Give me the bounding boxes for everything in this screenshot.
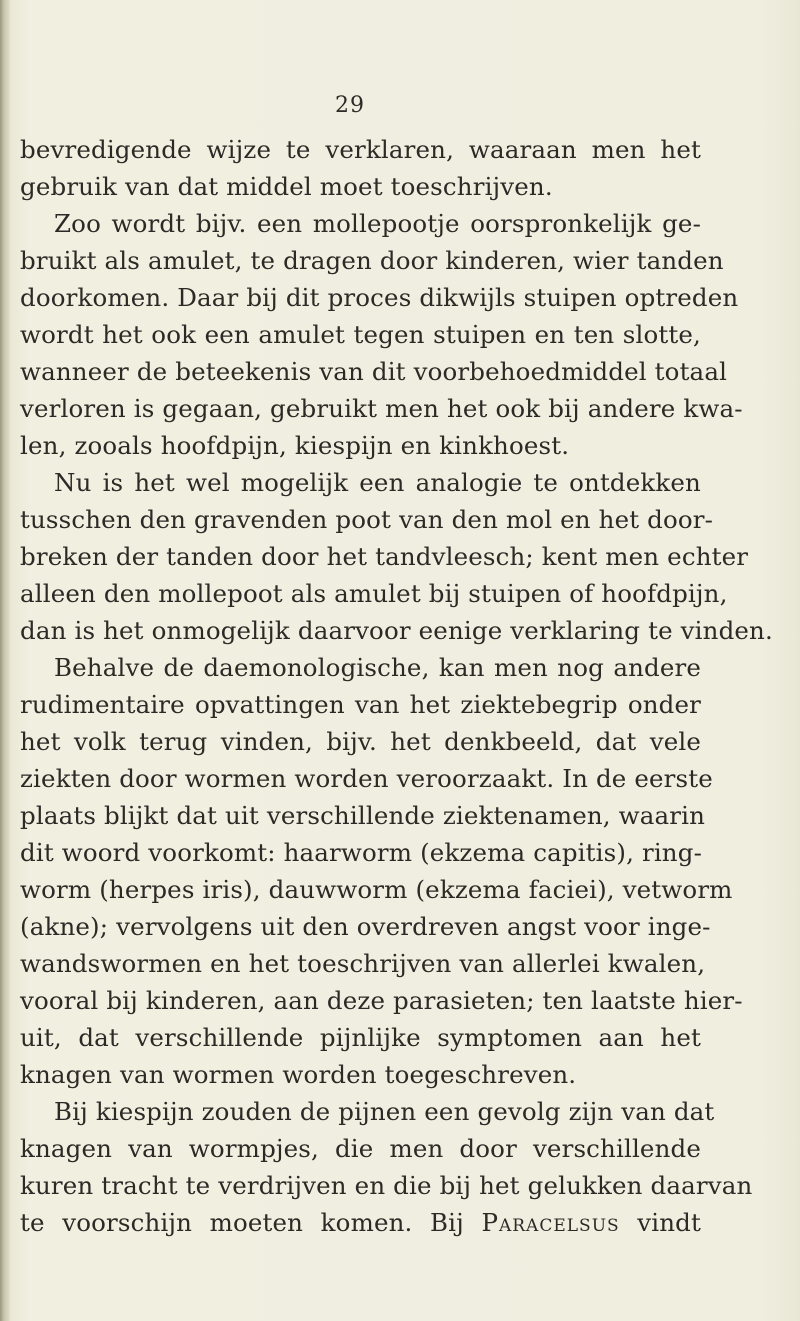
text-fragment: vindt [637, 1208, 701, 1237]
text-line: gebruik van dat middel moet toeschrijven. [20, 172, 553, 201]
text-line: uit, dat verschillende pijnlijke symptomen aan het [20, 1023, 701, 1052]
text-line-final [20, 1204, 701, 1241]
text-line: worm (herpes iris), dauwworm (ekzema faciei), vetworm [20, 875, 733, 904]
text-line: kuren tracht te verdrijven en die bij het gelukken daarvan [20, 1171, 753, 1200]
page-number: 29 [335, 93, 365, 118]
text-line: plaats blijkt dat uit verschillende ziektenamen, waarin [20, 801, 706, 830]
text-line: tusschen den gravenden poot van den mol en het door- [20, 505, 714, 534]
text-line: knagen van wormen worden toegeschreven. [20, 1060, 577, 1089]
text-line: het volk terug vinden, bijv. het denkbeeld, dat vele [20, 727, 701, 756]
body-text [20, 131, 773, 1241]
text-line: vooral bij kinderen, aan deze parasieten; ten laatste hier- [20, 986, 743, 1015]
text-line: breken der tanden door het tandvleesch; kent men echter [20, 542, 749, 571]
text-line: ziekten door wormen worden veroorzaakt. In de eerste [20, 764, 713, 793]
text-line: bruikt als amulet, te dragen door kinderen, wier tanden [20, 246, 724, 275]
text-line: verloren is gegaan, gebruikt men het ook bij andere kwa- [20, 394, 743, 423]
text-line: Nu is het wel mogelijk een analogie te ontdekken [54, 468, 701, 497]
text-line: (akne); vervolgens uit den overdreven angst voor inge- [20, 912, 711, 941]
text-fragment: te voorschijn moeten komen. Bij [20, 1208, 464, 1237]
text-line: dit woord voorkomt: haarworm (ekzema capitis), ring- [20, 838, 702, 867]
text-line: Behalve de daemonologische, kan men nog andere [54, 653, 701, 682]
text-line: wanneer de beteekenis van dit voorbehoedmiddel totaal [20, 357, 728, 386]
text-line: wandswormen en het toeschrijven van allerlei kwalen, [20, 949, 706, 978]
text-line: doorkomen. Daar bij dit proces dikwijls stuipen optreden [20, 283, 739, 312]
text-line: Bij kiespijn zouden de pijnen een gevolg zijn van dat [54, 1097, 715, 1126]
binding-edge [0, 0, 10, 1321]
text-line: Zoo wordt bijv. een mollepootje oorspronkelijk ge- [54, 209, 701, 238]
author-name: Paracelsus [481, 1208, 620, 1237]
text-line: rudimentaire opvattingen van het ziektebegrip onder [20, 690, 701, 719]
text-line: len, zooals hoofdpijn, kiespijn en kinkhoest. [20, 431, 570, 460]
text-line: alleen den mollepoot als amulet bij stuipen of hoofdpijn, [20, 579, 728, 608]
text-line: dan is het onmogelijk daarvoor eenige verklaring te vinden. [20, 616, 773, 645]
text-line: knagen van wormpjes, die men door verschillende [20, 1134, 701, 1163]
text-line: bevredigende wijze te verklaren, waaraan men het [20, 135, 701, 164]
text-line: wordt het ook een amulet tegen stuipen en ten slotte, [20, 320, 701, 349]
